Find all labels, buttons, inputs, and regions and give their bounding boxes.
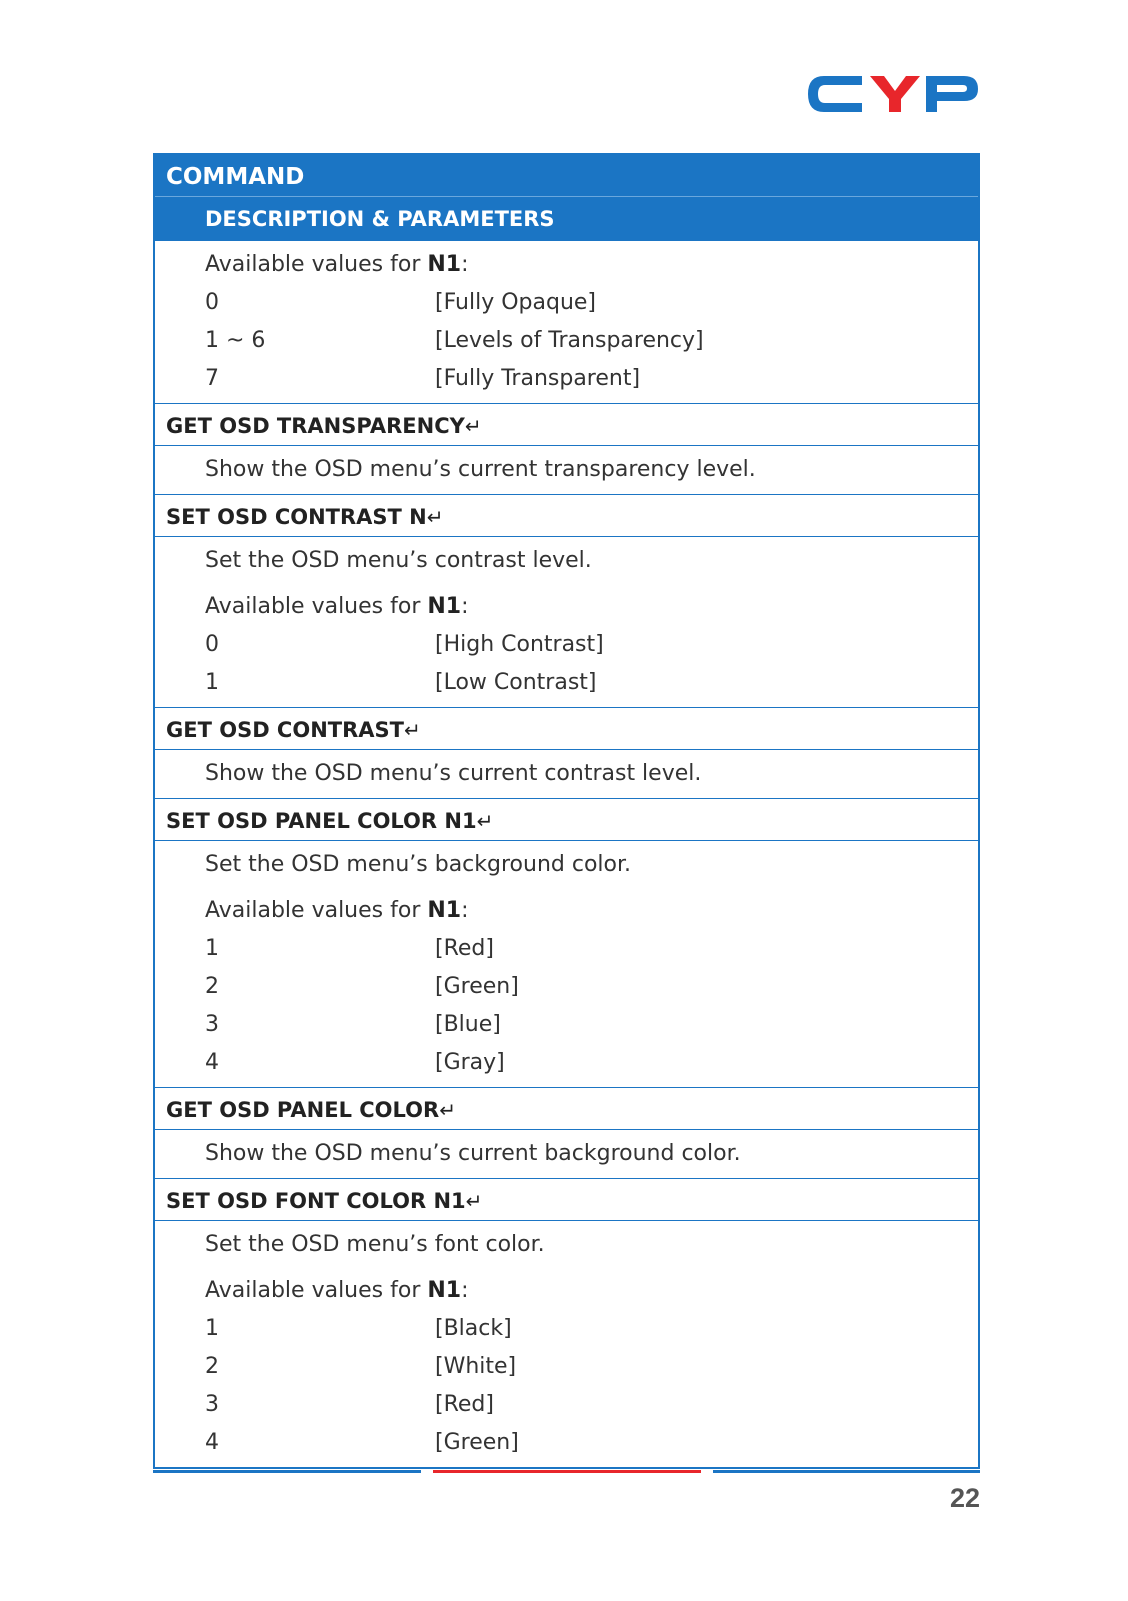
return-icon: ↵ xyxy=(464,414,482,438)
value-row: 3 [Blue] xyxy=(205,1012,501,1037)
intro-values-block xyxy=(155,241,978,403)
command-description: Show the OSD menu’s current contrast level. xyxy=(205,761,702,786)
available-values-line: Available values for N1: xyxy=(205,252,469,277)
return-icon: ↵ xyxy=(403,718,421,742)
description-block xyxy=(155,537,978,707)
description-block xyxy=(155,1221,978,1467)
command-get-osd-panel-color: GET OSD PANEL COLOR↵ xyxy=(155,1087,978,1130)
available-values-line: Available values for N1: xyxy=(205,594,469,619)
command-set-osd-panel-color: SET OSD PANEL COLOR N1↵ xyxy=(155,798,978,841)
footer-divider-left xyxy=(153,1470,421,1473)
value-row: 1 [Red] xyxy=(205,936,494,961)
value-row: 0 [Fully Opaque] xyxy=(205,290,597,315)
footer-divider-right xyxy=(713,1470,980,1473)
command-table xyxy=(153,153,980,1469)
footer-divider-center xyxy=(433,1470,701,1473)
value-row: 3 [Red] xyxy=(205,1392,494,1417)
return-icon: ↵ xyxy=(476,809,494,833)
value-row: 2 [Green] xyxy=(205,974,519,999)
command-get-osd-transparency: GET OSD TRANSPARENCY↵ xyxy=(155,403,978,446)
command-description: Set the OSD menu’s font color. xyxy=(205,1232,545,1257)
command-set-osd-contrast: SET OSD CONTRAST N↵ xyxy=(155,494,978,537)
header-command: COMMAND xyxy=(155,155,978,197)
header-description: DESCRIPTION & PARAMETERS xyxy=(155,197,978,241)
value-row: 0 [High Contrast] xyxy=(205,632,604,657)
value-row: 1 [Black] xyxy=(205,1316,512,1341)
description-block xyxy=(155,841,978,1087)
value-row: 4 [Green] xyxy=(205,1430,519,1455)
description-block xyxy=(155,750,978,798)
description-block xyxy=(155,446,978,494)
command-set-osd-font-color: SET OSD FONT COLOR N1↵ xyxy=(155,1178,978,1221)
description-block xyxy=(155,1130,978,1178)
command-get-osd-contrast: GET OSD CONTRAST↵ xyxy=(155,707,978,750)
command-description: Set the OSD menu’s contrast level. xyxy=(205,548,592,573)
command-description: Show the OSD menu’s current transparency level. xyxy=(205,457,756,482)
value-row: 4 [Gray] xyxy=(205,1050,505,1075)
available-values-line: Available values for N1: xyxy=(205,1278,469,1303)
return-icon: ↵ xyxy=(439,1098,456,1122)
value-row: 7 [Fully Transparent] xyxy=(205,366,641,391)
command-description: Set the OSD menu’s background color. xyxy=(205,852,631,877)
value-row: 1 ~ 6 [Levels of Transparency] xyxy=(205,328,704,353)
return-icon: ↵ xyxy=(426,505,444,529)
page-number: 22 xyxy=(949,1483,980,1513)
value-row: 2 [White] xyxy=(205,1354,517,1379)
command-description: Show the OSD menu’s current background color. xyxy=(205,1141,741,1166)
value-row: 1 [Low Contrast] xyxy=(205,670,597,695)
return-icon: ↵ xyxy=(465,1189,483,1213)
cyp-logo xyxy=(806,74,980,114)
available-values-line: Available values for N1: xyxy=(205,898,469,923)
